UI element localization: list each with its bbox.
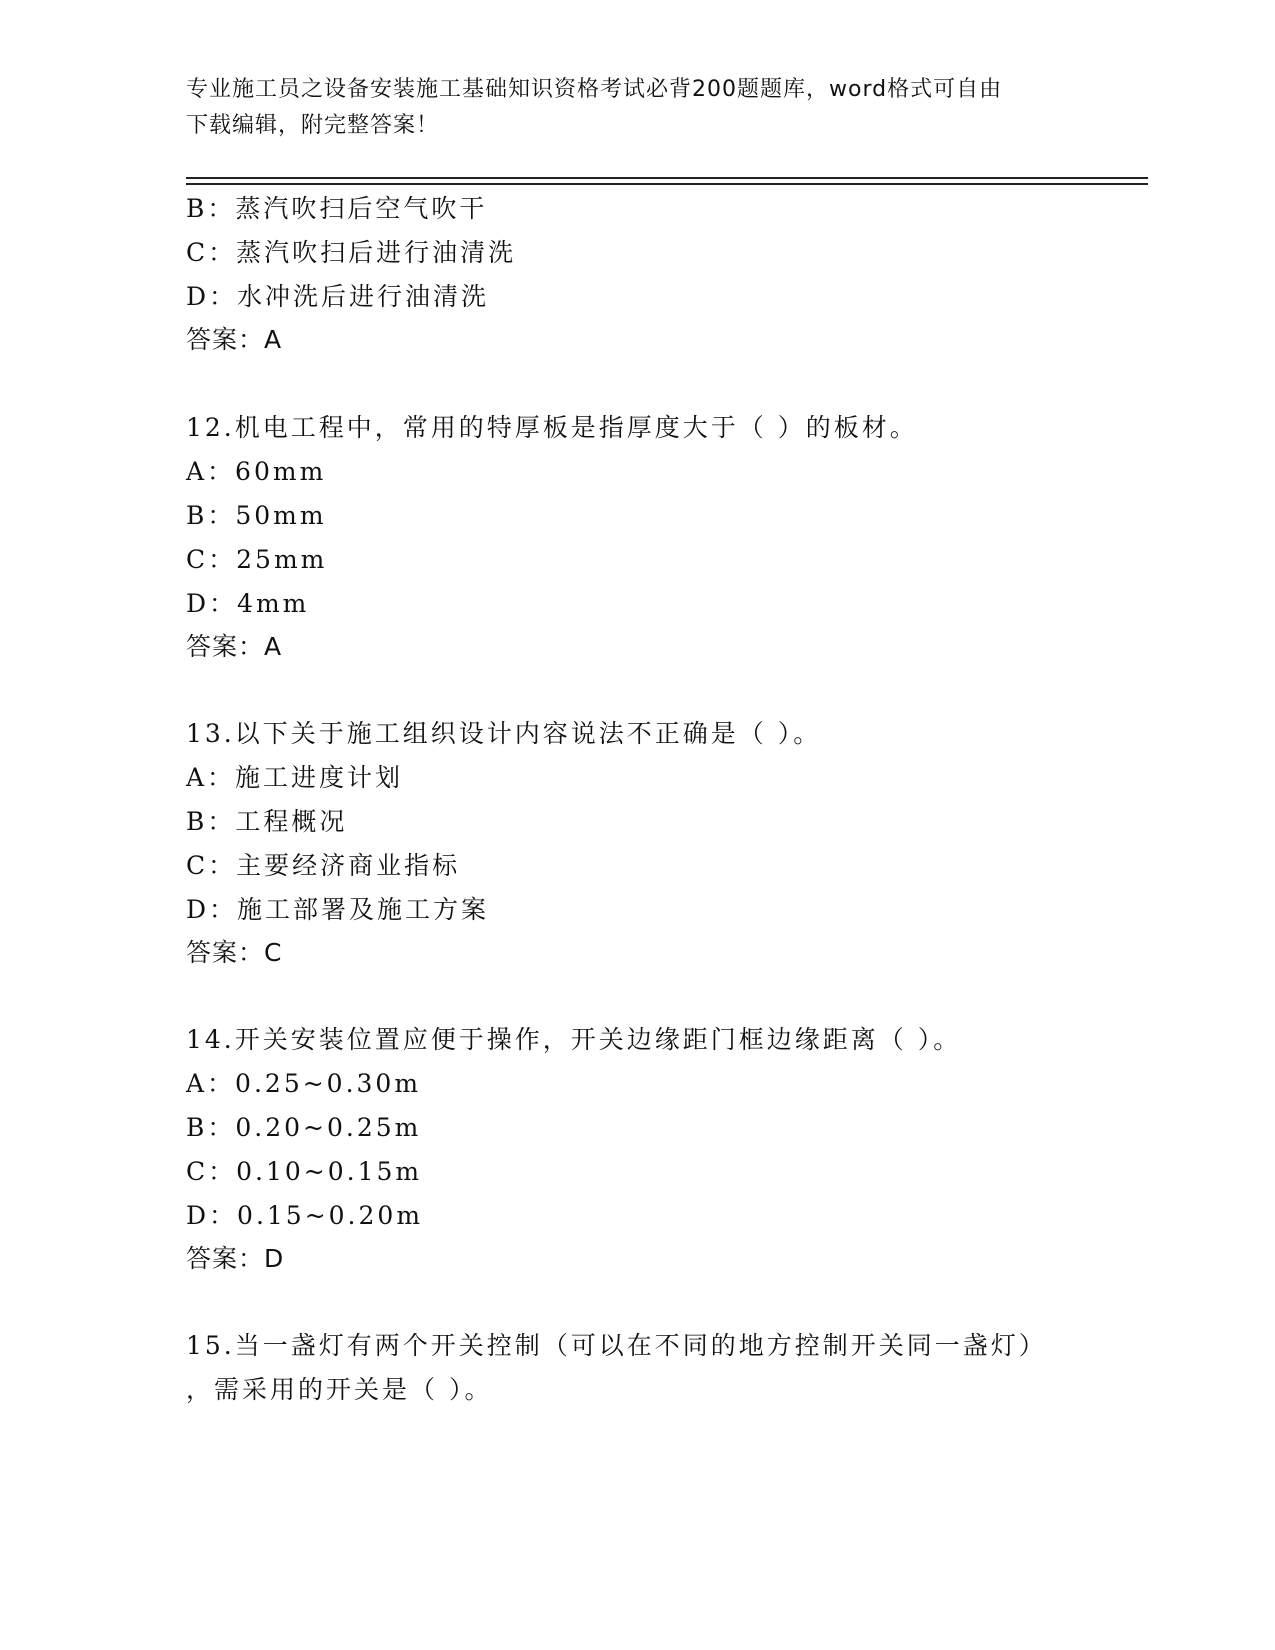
- q13-option-c: C：主要经济商业指标: [186, 851, 461, 880]
- q13-option-d: D：施工部署及施工方案: [186, 895, 490, 924]
- q14-option-a: A：0.25~0.30m: [186, 1069, 422, 1098]
- q12-answer: 答案：A: [186, 632, 283, 661]
- header-line-2: 下载编辑，附完整答案！: [186, 113, 440, 138]
- q15-question-line-2: ，需采用的开关是（ ）。: [186, 1375, 493, 1404]
- header-rule-bottom: [186, 183, 1148, 185]
- q14-question: 14.开关安装位置应便于操作，开关边缘距门框边缘距离（ ）。: [186, 1025, 962, 1054]
- header-line-1: 专业施工员之设备安装施工基础知识资格考试必背200题题库，word格式可自由: [186, 77, 1003, 102]
- q14-option-d: D：0.15~0.20m: [186, 1201, 424, 1230]
- document-header: [186, 72, 1086, 144]
- q12-question: 12.机电工程中，常用的特厚板是指厚度大于（ ）的板材。: [186, 413, 918, 442]
- q12-option-d: D：4mm: [186, 589, 310, 618]
- q15-question-line-1: 15.当一盏灯有两个开关控制（可以在不同的地方控制开关同一盏灯）: [186, 1331, 1047, 1360]
- q14-option-b: B：0.20~0.25m: [186, 1113, 422, 1142]
- q13-option-a: A：施工进度计划: [186, 763, 404, 792]
- header-rule-top: [186, 177, 1148, 179]
- q11-option-c: C：蒸汽吹扫后进行油清洗: [186, 238, 517, 267]
- q11-option-d: D：水冲洗后进行油清洗: [186, 282, 490, 311]
- q12-option-a: A：60mm: [186, 457, 327, 486]
- q11-option-b: B：蒸汽吹扫后空气吹干: [186, 194, 488, 223]
- q12-option-c: C：25mm: [186, 545, 328, 574]
- q11-answer: 答案：A: [186, 325, 283, 354]
- q13-option-b: B：工程概况: [186, 807, 348, 836]
- q14-answer: 答案：D: [186, 1244, 285, 1273]
- q12-option-b: B：50mm: [186, 501, 327, 530]
- q13-question: 13.以下关于施工组织设计内容说法不正确是（ ）。: [186, 719, 822, 748]
- q14-option-c: C：0.10~0.15m: [186, 1157, 423, 1186]
- q13-answer: 答案：C: [186, 938, 283, 967]
